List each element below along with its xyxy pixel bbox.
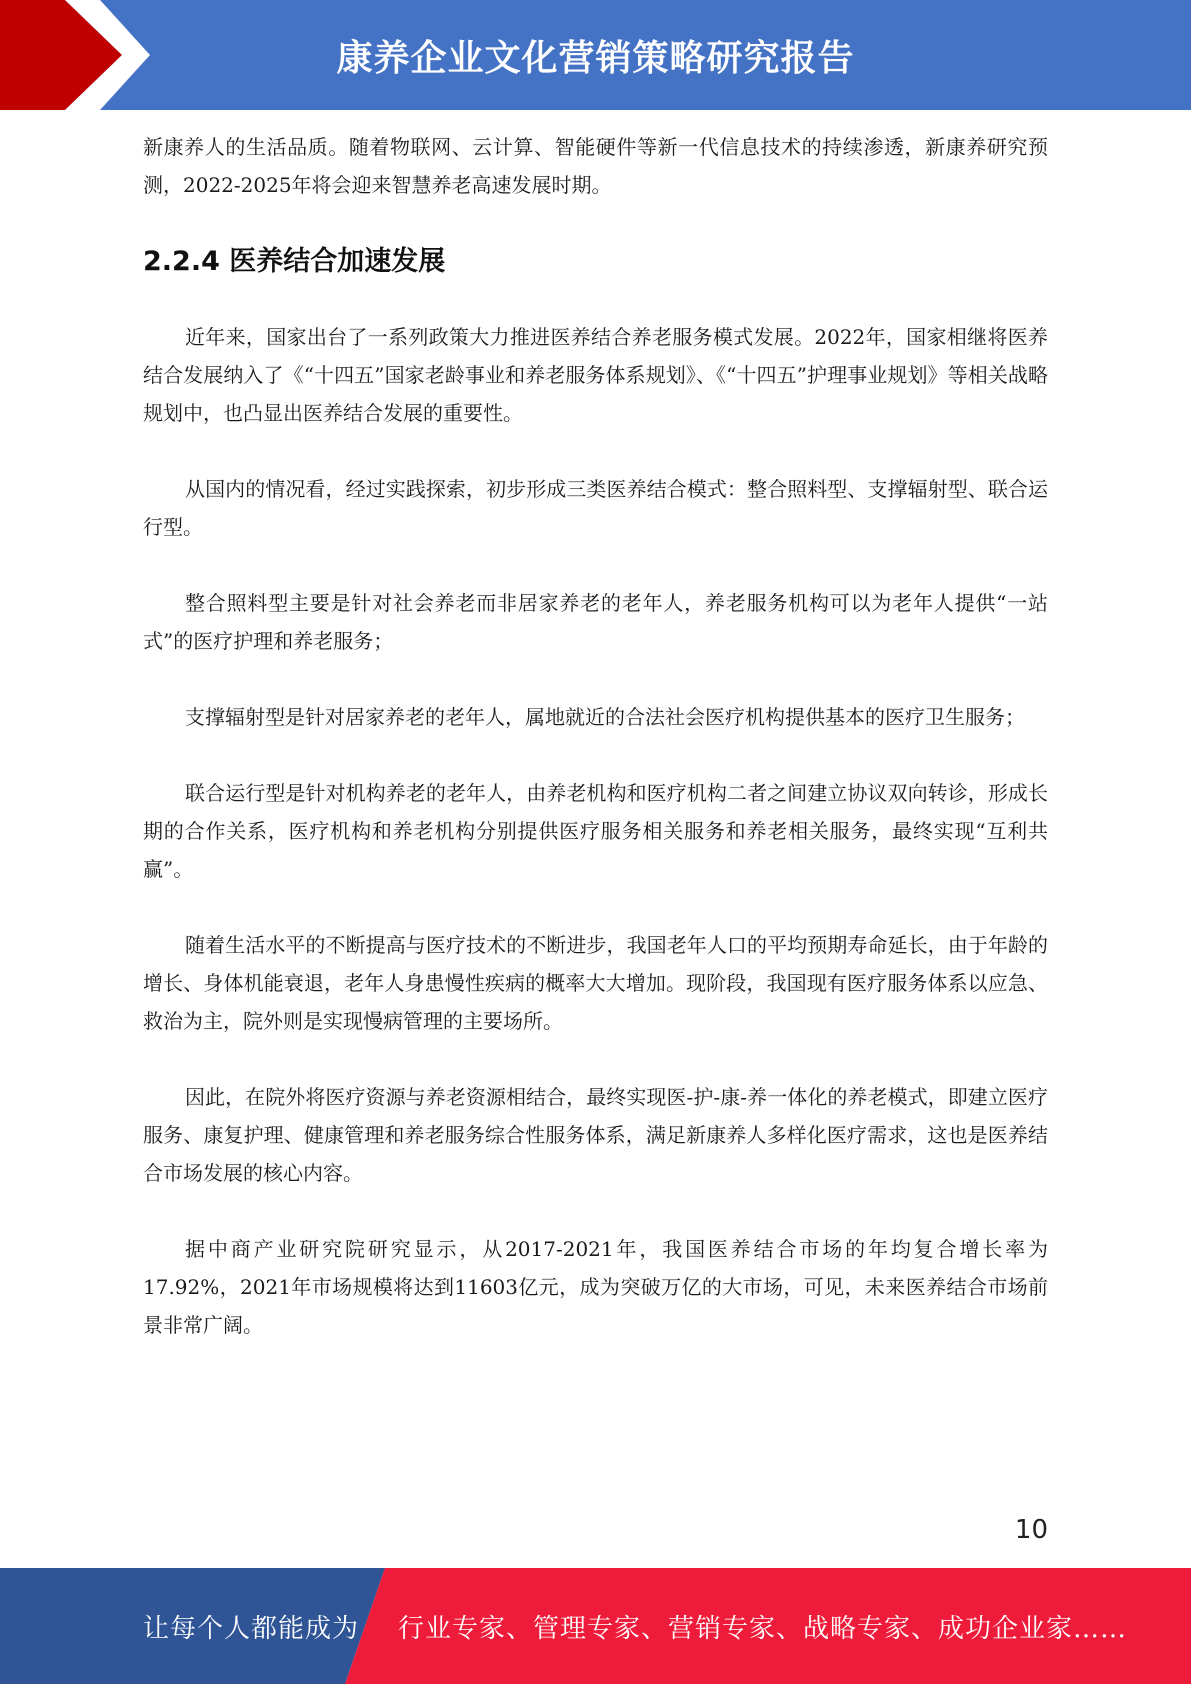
page-footer [0,1568,1191,1684]
paragraph: 近年来，国家出台了一系列政策大力推进医养结合养老服务模式发展。2022年，国家相继将医养结合发展纳入了《“十四五”国家老龄事业和养老服务体系规划》、《“十四五”护理事业规划》等相关战略规划中，也凸显出医养结合发展的重要性。 [143,325,1048,425]
footer-slogan-right: 行业专家、管理专家、营销专家、战略专家、成功企业家…… [398,1613,1128,1644]
paragraph: 支撑辐射型是针对居家养老的老年人，属地就近的合法社会医疗机构提供基本的医疗卫生服务； [185,705,1025,729]
footer-slogan-left: 让每个人都能成为 [143,1613,360,1644]
page-content [143,128,1048,1382]
continued-paragraph: 新康养人的生活品质。随着物联网、云计算、智能硬件等新一代信息技术的持续渗透，新康养研究预测，2022-2025年将会迎来智慧养老高速发展时期。 [143,135,1048,197]
report-title: 康养企业文化营销策略研究报告 [336,37,855,79]
paragraph: 因此，在院外将医疗资源与养老资源相结合，最终实现医-护-康-养一体化的养老模式，即建立医疗服务、康复护理、健康管理和养老服务综合性服务体系，满足新康养人多样化医疗需求，这也是医养结合市场发展的核心内容。 [143,1085,1048,1185]
paragraph: 联合运行型是针对机构养老的老年人，由养老机构和医疗机构二者之间建立协议双向转诊，形成长期的合作关系，医疗机构和养老机构分别提供医疗服务相关服务和养老相关服务，最终实现“互利共赢”。 [143,781,1048,881]
paragraph: 整合照料型主要是针对社会养老而非居家养老的老年人，养老服务机构可以为老年人提供“一站式”的医疗护理和养老服务； [143,591,1048,653]
page-header [0,0,1191,110]
section-heading: 2.2.4 医养结合加速发展 [143,246,446,277]
page-number: 10 [1014,1515,1048,1545]
paragraph: 随着生活水平的不断提高与医疗技术的不断进步，我国老年人口的平均预期寿命延长，由于年龄的增长、身体机能衰退，老年人身患慢性疾病的概率大大增加。现阶段，我国现有医疗服务体系以应急、救治为主，院外则是实现慢病管理的主要场所。 [143,933,1048,1033]
paragraph: 据中商产业研究院研究显示，从2017-2021年，我国医养结合市场的年均复合增长率为17.92%，2021年市场规模将达到11603亿元，成为突破万亿的大市场，可见，未来医养结合市场前景非常广阔。 [143,1237,1048,1337]
paragraph: 从国内的情况看，经过实践探索，初步形成三类医养结合模式：整合照料型、支撑辐射型、联合运行型。 [143,477,1048,539]
